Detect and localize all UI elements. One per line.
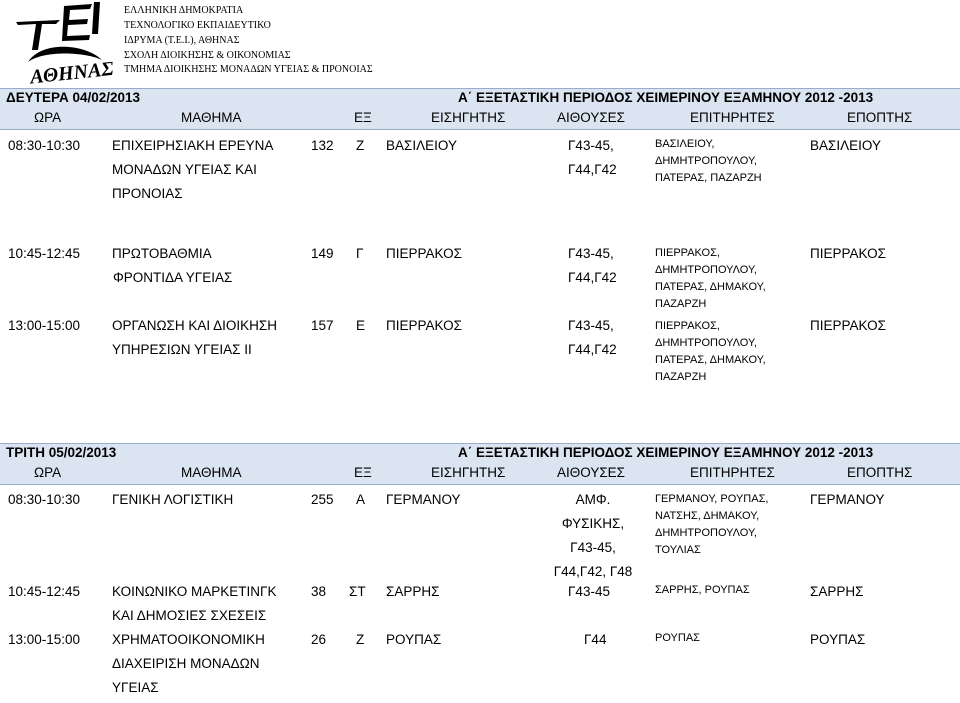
header-invigilators: ΕΠΙΤΗΡΗΤΕΣ — [690, 465, 775, 480]
course-name: ΓΕΝΙΚΗ ΛΟΓΙΣΤΙΚΗ — [112, 492, 234, 507]
course-code: 132 — [311, 138, 334, 153]
day-date: ΔΕΥΤΕΡΑ 04/02/2013 — [6, 90, 141, 105]
table-header — [0, 463, 960, 485]
supervisor: ΒΑΣΙΛΕΙΟΥ — [810, 138, 881, 153]
invigilators: ΒΑΣΙΛΕΙΟΥ, ΔΗΜΗΤΡΟΠΟΥΛΟΥ, ΠΑΤΕΡΑΣ, ΠΑΖΑΡΖΗ — [655, 138, 762, 184]
header-course: ΜΑΘΗΜΑ — [181, 465, 242, 480]
course-name: ΚΟΙΝΩΝΙΚΟ ΜΑΡΚΕΤΙΝΓΚ ΚΑΙ ΔΗΜΟΣΙΕΣ ΣΧΕΣΕΙΣ — [112, 584, 277, 623]
exam-time: 13:00-15:00 — [8, 318, 81, 333]
instructor: ΓΕΡΜΑΝΟΥ — [386, 492, 461, 507]
instructor: ΠΙΕΡΡΑΚΟΣ — [386, 246, 462, 261]
invigilators: ΡΟΥΠΑΣ — [655, 632, 700, 644]
invigilators: ΣΑΡΡΗΣ, ΡΟΥΠΑΣ — [655, 584, 750, 596]
semester: Ε — [356, 318, 366, 333]
rooms: Γ43-45, Γ44,Γ42 — [568, 246, 617, 285]
svg-text:ΑΘΗΝΑΣ: ΑΘΗΝΑΣ — [29, 57, 115, 86]
semester: Ζ — [356, 632, 365, 647]
exam-period: Α΄ ΕΞΕΤΑΣΤΙΚΗ ΠΕΡΙΟΔΟΣ ΧΕΙΜΕΡΙΝΟΥ ΕΞΑΜΗΝΟΥ 2012 -2013 — [458, 445, 874, 460]
header-invigilators: ΕΠΙΤΗΡΗΤΕΣ — [690, 110, 775, 125]
header-supervisor: ΕΠΟΠΤΗΣ — [847, 110, 913, 125]
header-instructor: ΕΙΣΗΓΗΤΗΣ — [431, 110, 506, 125]
course-code: 38 — [311, 584, 327, 599]
course-name: ΕΠΙΧΕΙΡΗΣΙΑΚΗ ΕΡΕΥΝΑ ΜΟΝΑΔΩΝ ΥΓΕΙΑΣ ΚΑΙ ΠΡΟΝΟΙΑΣ — [112, 138, 274, 201]
supervisor: ΠΙΕΡΡΑΚΟΣ — [810, 318, 886, 333]
exam-time: 10:45-12:45 — [8, 246, 81, 261]
rooms: Γ43-45, Γ44,Γ42 — [568, 138, 617, 177]
course-code: 26 — [311, 632, 327, 647]
invigilators: ΠΙΕΡΡΑΚΟΣ, ΔΗΜΗΤΡΟΠΟΥΛΟΥ, ΠΑΤΕΡΑΣ, ΔΗΜΑΚΟΥ, ΠΑΖΑΡΖΗ — [655, 320, 766, 383]
header-time: ΩΡΑ — [34, 465, 62, 480]
instructor: ΒΑΣΙΛΕΙΟΥ — [386, 138, 457, 153]
exam-time: 08:30-10:30 — [8, 138, 81, 153]
semester: Α — [356, 492, 366, 507]
institution-line: ΤΜΗΜΑ ΔΙΟΙΚΗΣΗΣ ΜΟΝΑΔΩΝ ΥΓΕΙΑΣ & ΠΡΟΝΟΙΑΣ — [124, 64, 373, 75]
institution-line: ΕΛΛΗΝΙΚΗ ΔΗΜΟΚΡΑΤΙΑ — [124, 5, 244, 16]
instructor: ΡΟΥΠΑΣ — [386, 632, 442, 647]
table-header — [0, 108, 960, 130]
rooms: ΑΜΦ. ΦΥΣΙΚΗΣ, Γ43-45, Γ44,Γ42, Γ48 — [553, 492, 633, 579]
supervisor: ΓΕΡΜΑΝΟΥ — [810, 492, 885, 507]
course-name: ΧΡΗΜΑΤΟΟΙΚΟΝΟΜΙΚΗ ΔΙΑΧΕΙΡΙΣΗ ΜΟΝΑΔΩΝ ΥΓΕΙΑΣ — [112, 632, 265, 695]
exam-time: 08:30-10:30 — [8, 492, 81, 507]
instructor: ΠΙΕΡΡΑΚΟΣ — [386, 318, 462, 333]
exam-time: 10:45-12:45 — [8, 584, 81, 599]
course-name: ΟΡΓΑΝΩΣΗ ΚΑΙ ΔΙΟΙΚΗΣΗ ΥΠΗΡΕΣΙΩΝ ΥΓΕΙΑΣ ΙΙ — [112, 318, 278, 357]
institution-line: ΣΧΟΛΗ ΔΙΟΙΚΗΣΗΣ & ΟΙΚΟΝΟΜΙΑΣ — [124, 50, 291, 61]
institution-line: ΤΕΧΝΟΛΟΓΙΚΟ ΕΚΠΑΙΔΕΥΤΙΚΟ — [124, 20, 271, 31]
instructor: ΣΑΡΡΗΣ — [386, 584, 440, 599]
invigilators: ΓΕΡΜΑΝΟΥ, ΡΟΥΠΑΣ, ΝΑΤΣΗΣ, ΔΗΜΑΚΟΥ, ΔΗΜΗΤΡΟΠΟΥΛΟΥ, ΤΟΥΛΙΑΣ — [655, 493, 769, 556]
course-code: 255 — [311, 492, 334, 507]
header-supervisor: ΕΠΟΠΤΗΣ — [847, 465, 913, 480]
header-time: ΩΡΑ — [34, 110, 62, 125]
course-code: 157 — [311, 318, 334, 333]
rooms: Γ44 — [584, 632, 607, 647]
rooms: Γ43-45, Γ44,Γ42 — [568, 318, 617, 357]
semester: Ζ — [356, 138, 365, 153]
semester: ΣΤ — [349, 584, 366, 599]
course-code: 149 — [311, 246, 334, 261]
day-band — [0, 443, 960, 463]
exam-time: 13:00-15:00 — [8, 632, 81, 647]
logo — [8, 0, 120, 86]
header-instructor: ΕΙΣΗΓΗΤΗΣ — [431, 465, 506, 480]
header-sem: ΕΞ — [354, 110, 372, 125]
header-rooms: ΑΙΘΟΥΣΕΣ — [557, 465, 626, 480]
invigilators: ΠΙΕΡΡΑΚΟΣ, ΔΗΜΗΤΡΟΠΟΥΛΟΥ, ΠΑΤΕΡΑΣ, ΔΗΜΑΚΟΥ, ΠΑΖΑΡΖΗ — [655, 247, 766, 310]
supervisor: ΡΟΥΠΑΣ — [810, 632, 866, 647]
course-name: ΠΡΩΤΟΒΑΘΜΙΑ ΦΡΟΝΤΙΔΑ ΥΓΕΙΑΣ — [112, 246, 233, 285]
day-band — [0, 88, 960, 108]
institution-line: ΙΔΡΥΜΑ (Τ.Ε.Ι.), ΑΘΗΝΑΣ — [124, 35, 240, 46]
day-date: ΤΡΙΤΗ 05/02/2013 — [6, 445, 117, 460]
header-rooms: ΑΙΘΟΥΣΕΣ — [557, 110, 626, 125]
supervisor: ΠΙΕΡΡΑΚΟΣ — [810, 246, 886, 261]
semester: Γ — [356, 246, 364, 261]
rooms: Γ43-45 — [568, 584, 610, 599]
exam-period: Α΄ ΕΞΕΤΑΣΤΙΚΗ ΠΕΡΙΟΔΟΣ ΧΕΙΜΕΡΙΝΟΥ ΕΞΑΜΗΝΟΥ 2012 -2013 — [458, 90, 874, 105]
supervisor: ΣΑΡΡΗΣ — [810, 584, 864, 599]
header-sem: ΕΞ — [354, 465, 372, 480]
header-course: ΜΑΘΗΜΑ — [181, 110, 242, 125]
